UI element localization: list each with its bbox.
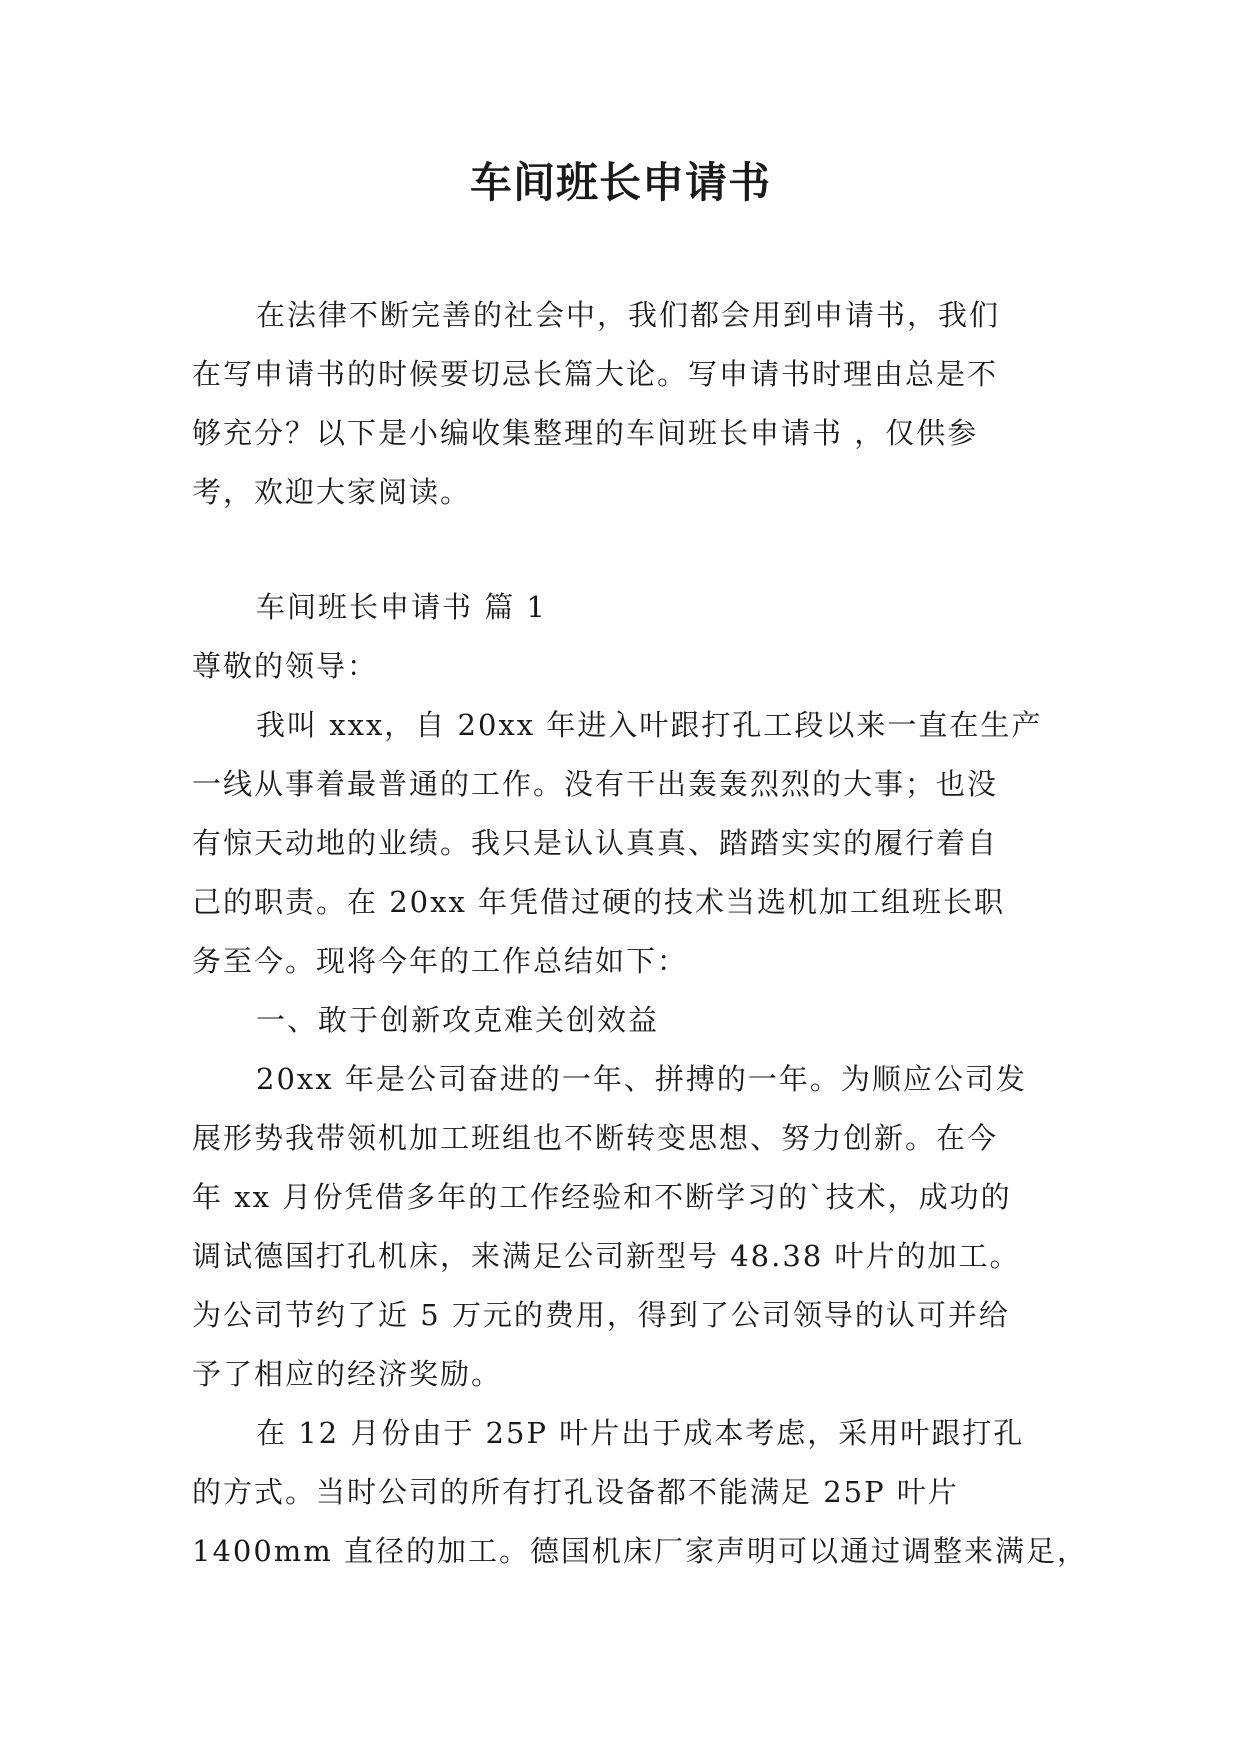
text-line: 展形势我带领机加工班组也不断转变思想、努力创新。在今 [192,1121,999,1155]
intro-paragraph [192,286,1072,522]
paragraph-1 [192,696,1072,991]
subheading: 一、敢于创新攻克难关创效益 [256,1003,660,1037]
text-line: 调试德国打孔机床，来满足公司新型号 48.38 叶片的加工。 [192,1239,1021,1273]
text-line: 在法律不断完善的社会中，我们都会用到申请书，我们 [256,298,1001,332]
text-line: 1400mm 直径的加工。德国机床厂家声明可以通过调整来满足， [192,1534,1089,1568]
text-line: 的方式。当时公司的所有打孔设备都不能满足 25P 叶片 [192,1475,959,1509]
text-line: 予了相应的经济奖励。 [192,1357,503,1391]
section-heading: 车间班长申请书 篇 1 [256,590,547,624]
text-line: 我叫 xxx，自 20xx 年进入叶跟打孔工段以来一直在生产 [256,708,1043,742]
paragraph-2 [192,1050,1072,1404]
text-line: 20xx 年是公司奋进的一年、拼搏的一年。为顺应公司发 [256,1062,1027,1096]
text-line: 在写申请书的时候要切忌长篇大论。写申请书时理由总是不 [192,357,999,391]
paragraph-3 [192,1404,1089,1581]
document-title: 车间班长申请书 [469,158,771,207]
text-line: 够充分？以下是小编收集整理的车间班长申请书 ，仅供参 [192,416,979,450]
text-line: 考，欢迎大家阅读。 [192,475,472,509]
text-line: 在 12 月份由于 25P 叶片出于成本考虑，采用叶跟打孔 [256,1416,1025,1450]
salutation: 尊敬的领导： [192,649,379,683]
document-body [192,286,1089,1581]
text-line: 年 xx 月份凭借多年的工作经验和不断学习的`技术，成功的 [192,1180,1012,1214]
text-line: 一线从事着最普通的工作。没有干出轰轰烈烈的大事；也没 [192,767,999,801]
text-line: 为公司节约了近 5 万元的费用，得到了公司领导的认可并给 [192,1298,1010,1332]
text-line: 务至今。现将今年的工作总结如下： [192,944,689,978]
text-line: 己的职责。在 20xx 年凭借过硬的技术当选机加工组班长职 [192,885,1006,919]
text-line: 有惊天动地的业绩。我只是认认真真、踏踏实实的履行着自 [192,826,999,860]
spacer [192,522,1072,578]
